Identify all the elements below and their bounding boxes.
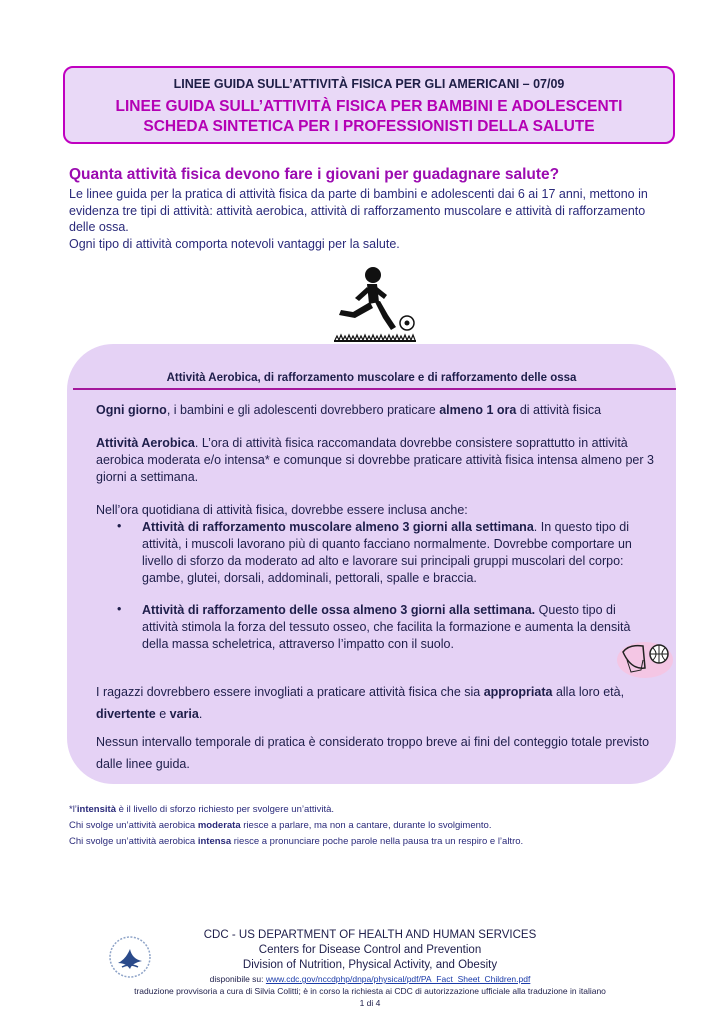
footnotes (69, 802, 689, 850)
section-question: Quanta attività fisica devono fare i giovani per guadagnare salute? (69, 166, 560, 183)
aerobic-paragraph (96, 435, 656, 486)
bullet-1-bold: Attività di rafforzamento muscolare almeno 3 giorni alla settimana (142, 520, 534, 534)
footer-cdc: Centers for Disease Control and Prevention (258, 944, 482, 956)
encourage-bold-3: varia (169, 707, 199, 721)
footer-division: Division of Nutrition, Physical Activity, and Obesity (242, 959, 498, 971)
encourage-bold-2: divertente (96, 707, 156, 721)
fn2-post: riesce a parlare, ma non a cantare, durante lo svolgimento. (240, 820, 492, 831)
fn2-pre: Chi svolge un’attività aerobica (69, 820, 198, 831)
bullet-2-marker: • (117, 602, 122, 616)
intro-text (69, 186, 669, 252)
footer-source-link[interactable]: www.cdc.gov/nccdphp/dnpa/physical/pdf/PA_Fact_Sheet_Children.pdf (265, 974, 531, 984)
daily-text-1: , i bambini e gli adolescenti dovrebbero praticare (166, 403, 440, 417)
aerobic-text: . L’ora di attività fisica raccomandata dovrebbe consistere soprattutto in attività aerobica moderata e/o intensa* e comunque si dovrebbe praticare attività fisica intensa almeno per 3 giorni a settimana. (96, 436, 654, 484)
encourage-text-2: alla loro età, (552, 685, 625, 699)
header-title (65, 97, 673, 137)
footer-available (90, 973, 650, 985)
fn1-post: è il livello di sforzo richiesto per svolgere un’attività. (115, 804, 335, 815)
footnote-intensity (69, 802, 689, 818)
aerobic-bold: Attività Aerobica (96, 436, 195, 450)
recommendations-panel (67, 344, 676, 784)
bullet-1 (142, 519, 652, 587)
basketball-hoop-icon (615, 638, 675, 680)
bullet-1-text: . In questo tipo di attività, i muscoli lavorano più di quanto facciano normalmente. Dovrebbe comportare un livello di sforzo da moderato ad alto e lavorare sui principali gruppi muscolari del corpo: gambe, glutei, dorsali, addominali, pettorali, spalle e braccia. (142, 520, 632, 585)
footer-department: CDC - US DEPARTMENT OF HEALTH AND HUMAN SERVICES (203, 929, 537, 941)
included-intro: Nell’ora quotidiana di attività fisica, dovrebbe essere inclusa anche: (96, 503, 468, 517)
encourage-text-1: I ragazzi dovrebbero essere invogliati a praticare attività fisica che sia (96, 685, 484, 699)
intro-paragraph-1: Le linee guida per la pratica di attività fisica da parte di bambini e adolescenti dai 6 ai 17 anni, mettono in evidenza tre tipi di attività: attività aerobica, attività di rafforzamento muscolare e attività di rafforzamento delle ossa. (69, 187, 648, 234)
fn3-pre: Chi svolge un’attività aerobica (69, 836, 198, 847)
bullet-2-bold: Attività di rafforzamento delle ossa almeno 3 giorni alla settimana. (142, 603, 536, 617)
page-number: 1 di 4 (359, 998, 381, 1008)
footer-translation: traduzione provvisoria a cura di Silvia Colitti; è in corso la richiesta ai CDC di autorizzazione ufficiale alla traduzione in italiano (134, 986, 606, 996)
header-subtitle: LINEE GUIDA SULL’ATTIVITÀ FISICA PER GLI AMERICANI – 07/09 (173, 77, 565, 91)
daily-text-2: di attività fisica (516, 403, 602, 417)
encourage-bold-1: appropriata (483, 685, 553, 699)
panel-title: Attività Aerobica, di rafforzamento muscolare e di rafforzamento delle ossa (166, 372, 577, 384)
bullet-1-marker: • (117, 519, 122, 533)
interval-paragraph: Nessun intervallo temporale di pratica è considerato troppo breve ai fini del conteggio totale previsto dalle linee guida. (96, 735, 650, 771)
child-soccer-icon (333, 262, 417, 344)
fn3-post: riesce a pronunciare poche parole nella pausa tra un respiro e l’altro. (231, 836, 524, 847)
encourage-paragraph (96, 681, 636, 725)
fn3-bold: intensa (197, 836, 232, 847)
footer (90, 928, 650, 1009)
fn1-pre: *l’ (69, 804, 77, 815)
bullet-2-text: Questo tipo di attività stimola la forza del tessuto osseo, che facilita la formazione e aumenta la densità della massa scheletrica, attraverso l’impatto con il suolo. (142, 603, 631, 651)
header-title-line1: LINEE GUIDA SULL’ATTIVITÀ FISICA PER BAMBINI E ADOLESCENTI (115, 98, 623, 115)
encourage-text-4: . (198, 707, 203, 721)
encourage-text-3: e (155, 707, 170, 721)
daily-bold-1: Ogni giorno (96, 403, 167, 417)
bullet-2 (142, 602, 652, 653)
header-box (63, 66, 675, 144)
header-title-line2: SCHEDA SINTETICA PER I PROFESSIONISTI DELLA SALUTE (143, 118, 595, 135)
footnote-intense (69, 834, 689, 850)
panel-divider (73, 388, 676, 390)
daily-bold-2: almeno 1 ora (439, 403, 517, 417)
fn1-bold: intensità (76, 804, 116, 815)
intro-paragraph-2: Ogni tipo di attività comporta notevoli vantaggi per la salute. (69, 236, 400, 251)
fn2-bold: moderata (197, 820, 241, 831)
daily-recommendation (96, 402, 656, 419)
footer-available-label: disponibile su: (209, 974, 266, 984)
footnote-moderate (69, 818, 689, 834)
